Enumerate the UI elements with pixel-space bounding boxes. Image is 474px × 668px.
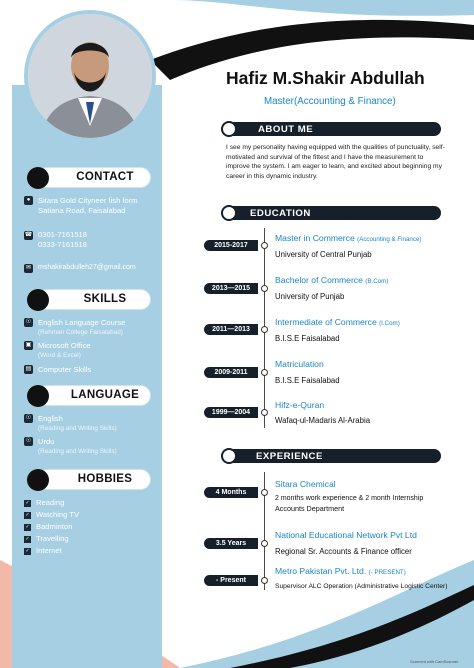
education-institution: Wafaq-ul-Madaris Al-Arabia: [275, 416, 371, 425]
checkbox-icon: ✓: [25, 547, 30, 554]
timeline-marker: [261, 326, 268, 333]
language-detail: (Reading and Writing Skills): [38, 448, 117, 455]
experience-detail: 2 months work experience & 2 month Internship: [275, 495, 424, 502]
checkbox-icon: ✓: [25, 499, 30, 506]
skills-header-dot: [27, 289, 49, 311]
experience-organization: Metro Pakistan Pvt. Ltd. (- PRESENT): [275, 566, 406, 576]
language-name: Urdu: [38, 437, 55, 446]
experience-duration: 3.5 Years: [204, 538, 258, 549]
education-degree: Matriculation: [275, 359, 324, 369]
experience-organization: Sitara Chemical: [275, 479, 336, 489]
skill-detail: (Word & Excel): [38, 352, 81, 359]
phone-secondary: 0333-7161518: [38, 240, 87, 249]
hobby-item: [24, 497, 64, 509]
hobby-item: [24, 521, 72, 533]
hobby-label: Travelling: [36, 534, 69, 543]
location-icon: ●: [24, 196, 33, 205]
globe-icon: ☉: [25, 415, 32, 421]
education-institution: B.I.S.E Faisalabad: [275, 376, 340, 385]
checkbox-icon: ✓: [25, 523, 30, 530]
education-degree: Intermediate of Commerce (I.Com): [275, 317, 400, 327]
globe-icon: ☉: [25, 438, 32, 444]
education-institution: University of Punjab: [275, 292, 345, 301]
experience-duration: 4 Months: [204, 487, 258, 498]
profile-photo: [28, 14, 152, 138]
education-degree: Bachelor of Commerce (B.Com): [275, 275, 389, 285]
skill-name: Computer Skills: [38, 365, 92, 374]
education-institution: University of Central Punjab: [275, 250, 372, 259]
experience-duration: - Present: [204, 575, 258, 586]
checkbox-icon: ✓: [25, 511, 30, 518]
full-name: Hafiz M.Shakir Abdullah: [226, 68, 425, 88]
education-institution: B.I.S.E Faisalabad: [275, 334, 340, 343]
hobby-item: [24, 533, 69, 545]
timeline-marker: [261, 577, 268, 584]
hobby-label: Watching TV: [36, 510, 80, 519]
education-date: 2015-2017: [204, 240, 258, 251]
hobby-item: [24, 509, 79, 521]
about-title: ABOUT ME: [258, 124, 314, 135]
education-header-dot: [221, 205, 237, 221]
education-date: 2011—2013: [204, 324, 258, 335]
experience-detail: Supervisor ALC Operation (Administrative Logistic Center): [275, 583, 448, 590]
timeline-marker: [261, 540, 268, 547]
hobby-label: Internet: [36, 546, 62, 555]
address-line1: Sitara Gold Cityneer fish form: [38, 196, 138, 205]
hobby-label: Badminton: [36, 522, 73, 531]
experience-department: Accounts Department: [275, 504, 345, 513]
education-date: 2009-2011: [204, 367, 258, 378]
skill-name: English Language Course: [38, 318, 126, 327]
about-text: I see my personality having equipped with the qualities of punctuality, self-motivated and survival of the fittest and I have the measurement to improve the system. I am eager to learn, and excited about beginning my career in this dynamic industry.: [226, 144, 445, 181]
contact-header-dot: [27, 167, 49, 189]
experience-header-dot: [221, 448, 237, 464]
phone-primary: 0301-7161518: [38, 230, 87, 239]
language-header-dot: [27, 385, 49, 407]
language-title: LANGUAGE: [70, 389, 140, 401]
computer-icon: ▤: [25, 366, 32, 372]
hobbies-header-dot: [27, 469, 49, 491]
about-header-dot: [221, 121, 237, 137]
timeline-marker: [261, 285, 268, 292]
timeline-marker: [261, 369, 268, 376]
hobby-item: [24, 545, 62, 557]
timeline-marker: [261, 489, 268, 496]
checkbox-icon: ✓: [25, 535, 30, 542]
education-degree: Master in Commerce (Accounting & Finance): [275, 233, 422, 243]
job-title: Master(Accounting & Finance): [264, 96, 396, 107]
office-icon: ▣: [25, 342, 32, 348]
timeline-marker: [261, 242, 268, 249]
education-date: 1999—2004: [204, 407, 258, 418]
phone-icon: ☎: [24, 232, 33, 238]
avatar: [28, 14, 152, 138]
education-title: EDUCATION: [250, 208, 311, 219]
skill-detail: (Rehman College Faisalabad): [38, 329, 123, 336]
language-name: English: [38, 414, 63, 423]
hobbies-title: HOBBIES: [77, 473, 133, 485]
scanner-watermark: Scanned with CamScanner: [410, 659, 459, 664]
email-icon: ✉: [25, 265, 32, 271]
education-date: 2013—2015: [204, 283, 258, 294]
experience-detail: Regional Sr. Accounts & Finance officer: [275, 547, 412, 556]
hobby-label: Reading: [36, 498, 65, 507]
education-degree: Hifz-e-Quran: [275, 400, 325, 410]
experience-organization: National Educational Network Pvt Ltd: [275, 530, 417, 540]
contact-title: CONTACT: [76, 171, 134, 183]
skills-title: SKILLS: [83, 293, 127, 305]
email-address: mshakirabdulleh27@gmail.com: [38, 264, 136, 271]
globe-icon: ☉: [25, 319, 32, 325]
address-line2: Satiana Road, Faisalabad: [38, 206, 126, 215]
language-detail: (Reading and Writing Skills): [38, 425, 117, 432]
skill-name: Microsoft Office: [38, 341, 91, 350]
timeline-marker: [261, 409, 268, 416]
experience-title: EXPERIENCE: [256, 451, 323, 462]
